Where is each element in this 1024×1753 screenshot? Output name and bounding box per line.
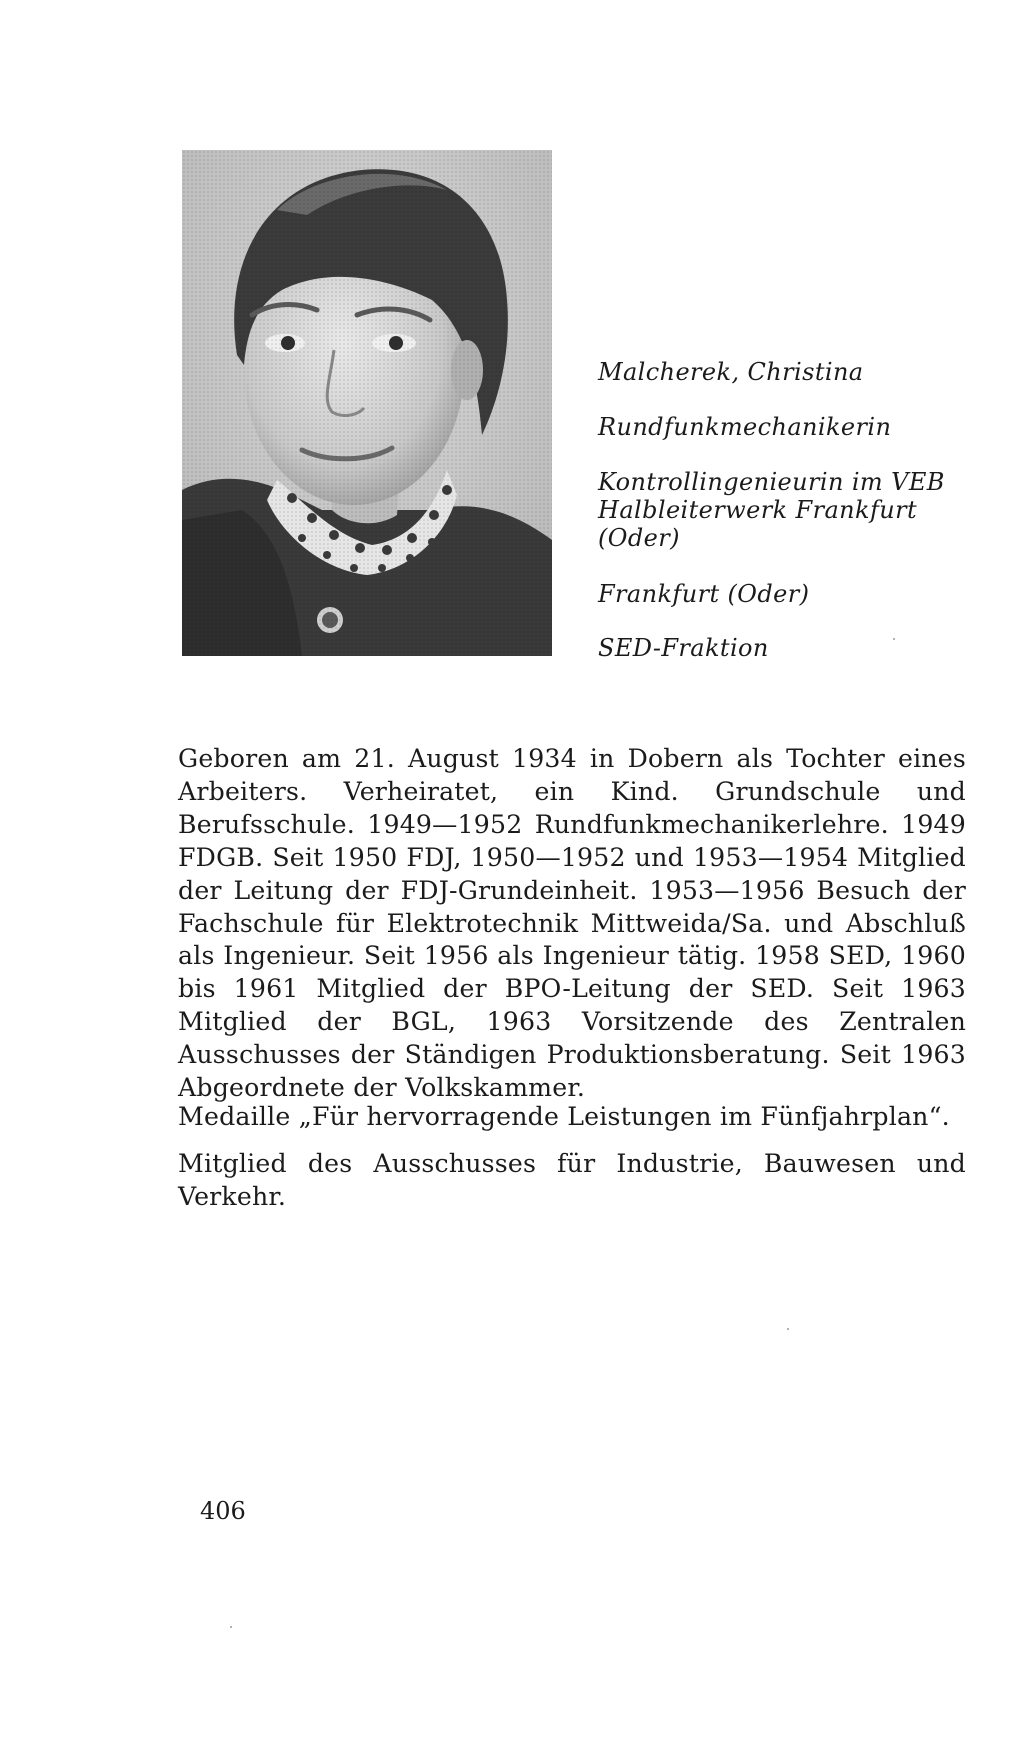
portrait-photo (182, 150, 552, 656)
member-city: Frankfurt (Oder) (598, 580, 810, 608)
print-speck (230, 1626, 232, 1628)
portrait-image (182, 150, 552, 656)
print-speck (787, 1328, 789, 1330)
member-faction: SED-Fraktion (598, 634, 769, 662)
awards-text: Medaille „Für hervorragende Leistungen im Fünfjahrplan“. (178, 1102, 950, 1131)
committee-text: Mitglied des Ausschusses für Industrie, Bauwesen und Verkehr. (178, 1149, 966, 1211)
member-name: Malcherek, Christina (598, 358, 864, 386)
member-position: Kontrollingenieurin im VEB Halbleiterwerk Frankfurt (Oder) (598, 468, 945, 552)
page-number: 406 (200, 1497, 246, 1525)
print-speck (893, 638, 895, 640)
biography-text: Geboren am 21. August 1934 in Dobern als Tochter eines Arbeiters. Verheiratet, ein Kind. Grundschule und Berufsschule. 1949—1952 Rundfunkmechanikerlehre. 1949 FDGB. Seit 1950 FDJ, 1950—1952 und 1953—1954 Mitglied der Leitung der FDJ-Grundeinheit. 1953—1956 Besuch der Fachschule für Elektrotechnik Mittweida/Sa. und Abschluß als Ingenieur. Seit 1956 als Ingenieur tätig. 1958 SED, 1960 bis 1961 Mitglied der BPO-Leitung der SED. Seit 1963 Mitglied der BGL, 1963 Vorsitzende des Zentralen Ausschusses der Ständigen Produktionsberatung. Seit 1963 Abgeordnete der Volkskammer. (178, 744, 966, 1103)
member-profession: Rundfunkmechanikerin (598, 413, 892, 441)
